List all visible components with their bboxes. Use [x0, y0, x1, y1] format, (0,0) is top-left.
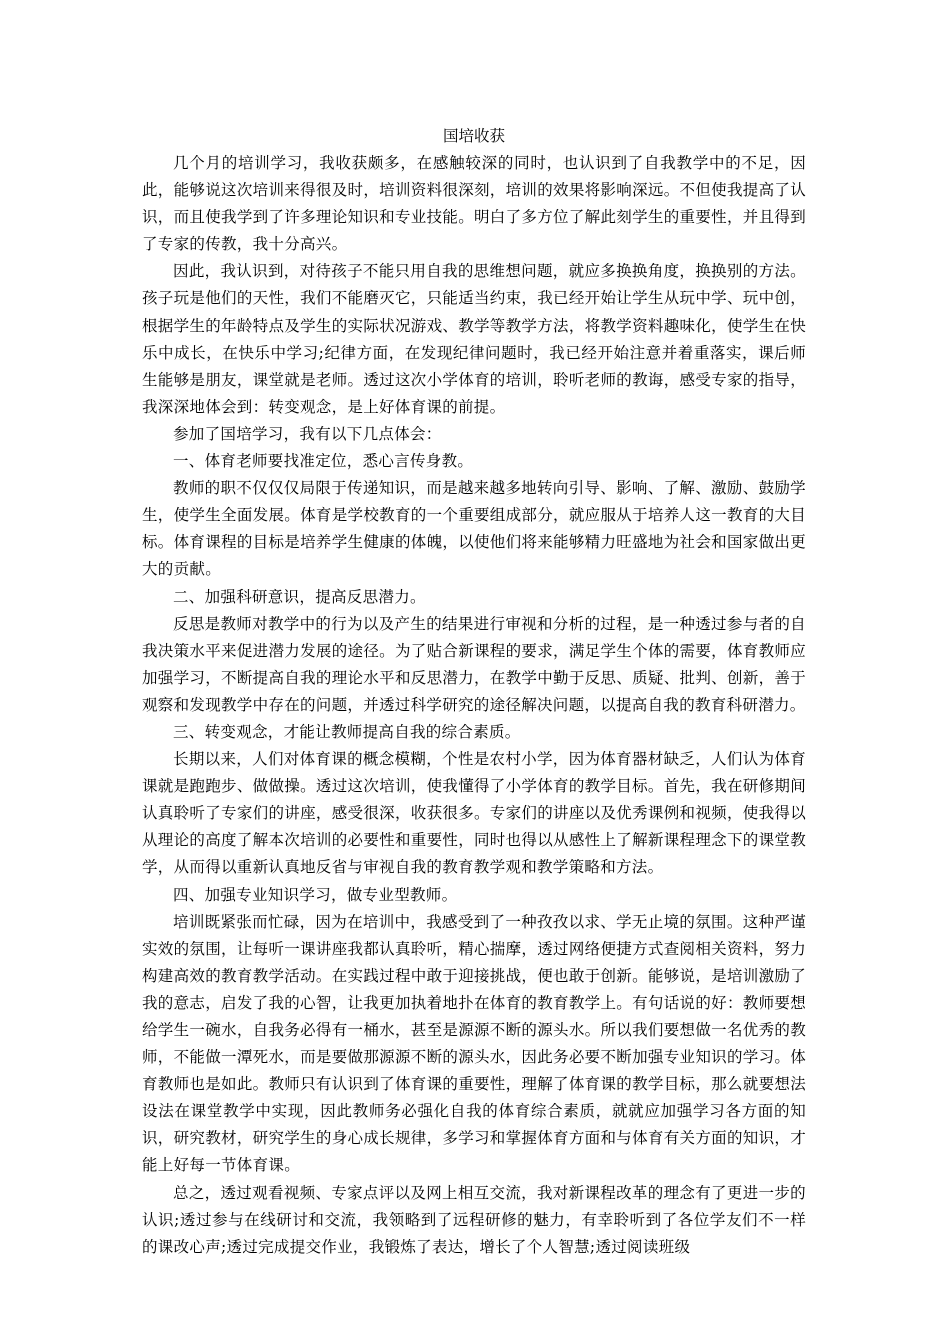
paragraph-section-3: 长期以来，人们对体育课的概念模糊，个性是农村小学，因为体育器材缺乏，人们认为体育课就是跑跑步、做做操。透过这次培训，使我懂得了小学体育的教学目标。首先，我在研修期间认真聆听了专家们的讲座，感受很深，收获很多。专家们的讲座以及优秀课例和视频，使我得以从理论的高度了解本次培训的必要性和重要性，同时也得以从感性上了解新课程理念下的课堂教学，从而得以重新认真地反省与审视自我的教育教学观和教学策略和方法。: [142, 750, 806, 877]
paragraph-conclusion: 总之，透过观看视频、专家点评以及网上相互交流，我对新课程改革的理念有了更进一步的认识;透过参与在线研讨和交流，我领略到了远程研修的魅力，有幸聆听到了各位学友们不一样的课改心声;透过完成提交作业，我锻炼了表达，增长了个人智慧;透过阅读班级: [142, 1183, 806, 1256]
paragraph-section-1: 教师的职不仅仅仅局限于传递知识，而是越来越多地转向引导、影响、了解、激励、鼓励学生，使学生全面发展。体育是学校教育的一个重要组成部分，就应服从于培养人这一教育的大目标。体育课程的目标是培养学生健康的体魄，以使他们将来能够精力旺盛地为社会和国家做出更大的贡献。: [142, 479, 806, 579]
section-heading-3: 三、转变观念，才能让教师提高自我的综合素质。: [173, 722, 521, 741]
paragraph-perspective: 因此，我认识到，对待孩子不能只用自我的思维想问题，就应多换换角度，换换别的方法。孩子玩是他们的天性，我们不能磨灭它，只能适当约束，我已经开始让学生从玩中学、玩中创，根据学生的年龄特点及学生的实际状况游戏、教学等教学方法，将教学资料趣味化，使学生在快乐中成长，在快乐中学习;纪律方面，在发现纪律问题时，我已经开始注意并着重落实，课后师生能够是朋友，课堂就是老师。透过这次小学体育的培训，聆听老师的教诲，感受专家的指导，我深深地体会到：转变观念，是上好体育课的前提。: [142, 262, 806, 416]
section-heading-1: 一、体育老师要找准定位，悉心言传身教。: [173, 452, 474, 471]
paragraph-intro: 几个月的培训学习，我收获颇多，在感触较深的同时，也认识到了自我教学中的不足，因此，能够说这次培训来得很及时，培训资料很深刻，培训的效果将影响深远。不但使我提高了认识，而且使我学到了许多理论知识和专业技能。明白了多方位了解此刻学生的重要性，并且得到了专家的传教，我十分高兴。: [142, 154, 806, 254]
paragraph-lead-in: 参加了国培学习，我有以下几点体会：: [173, 424, 442, 443]
section-heading-4: 四、加强专业知识学习，做专业型教师。: [173, 885, 458, 904]
document-body: [142, 123, 806, 1261]
paragraph-section-2: 反思是教师对教学中的行为以及产生的结果进行审视和分析的过程，是一种透过参与者的自我决策水平来促进潜力发展的途径。为了贴合新课程的要求，满足学生个体的需要，体育教师应加强学习，不断提高自我的理论水平和反思潜力，在教学中勤于反思、质疑、批判、创新，善于观察和发现教学中存在的问题，并透过科学研究的途径解决问题，以提高自我的教育科研潜力。: [142, 614, 806, 714]
document-title: 国培收获: [442, 127, 505, 145]
paragraph-section-4: 培训既紧张而忙碌，因为在培训中，我感受到了一种孜孜以求、学无止境的氛围。这种严谨实效的氛围，让每听一课讲座我都认真聆听，精心揣摩，透过网络便捷方式查阅相关资料，努力构建高效的教育教学活动。在实践过程中敢于迎接挑战，便也敢于创新。能够说，是培训激励了我的意志，启发了我的心智，让我更加执着地扑在体育的教育教学上。有句话说的好：教师要想给学生一碗水，自我务必得有一桶水，甚至是源源不断的源头水。所以我们要想做一名优秀的教师，不能做一潭死水，而是要做那源源不断的源头水，因此务必要不断加强专业知识的学习。体育教师也是如此。教师只有认识到了体育课的重要性，理解了体育课的教学目标，那么就要想法设法在课堂教学中实现，因此教师务必强化自我的体育综合素质，就就应加强学习各方面的知识，研究教材，研究学生的身心成长规律，多学习和掌握体育方面和与体育有关方面的知识，才能上好每一节体育课。: [142, 912, 806, 1175]
section-heading-2: 二、加强科研意识，提高反思潜力。: [173, 587, 426, 606]
